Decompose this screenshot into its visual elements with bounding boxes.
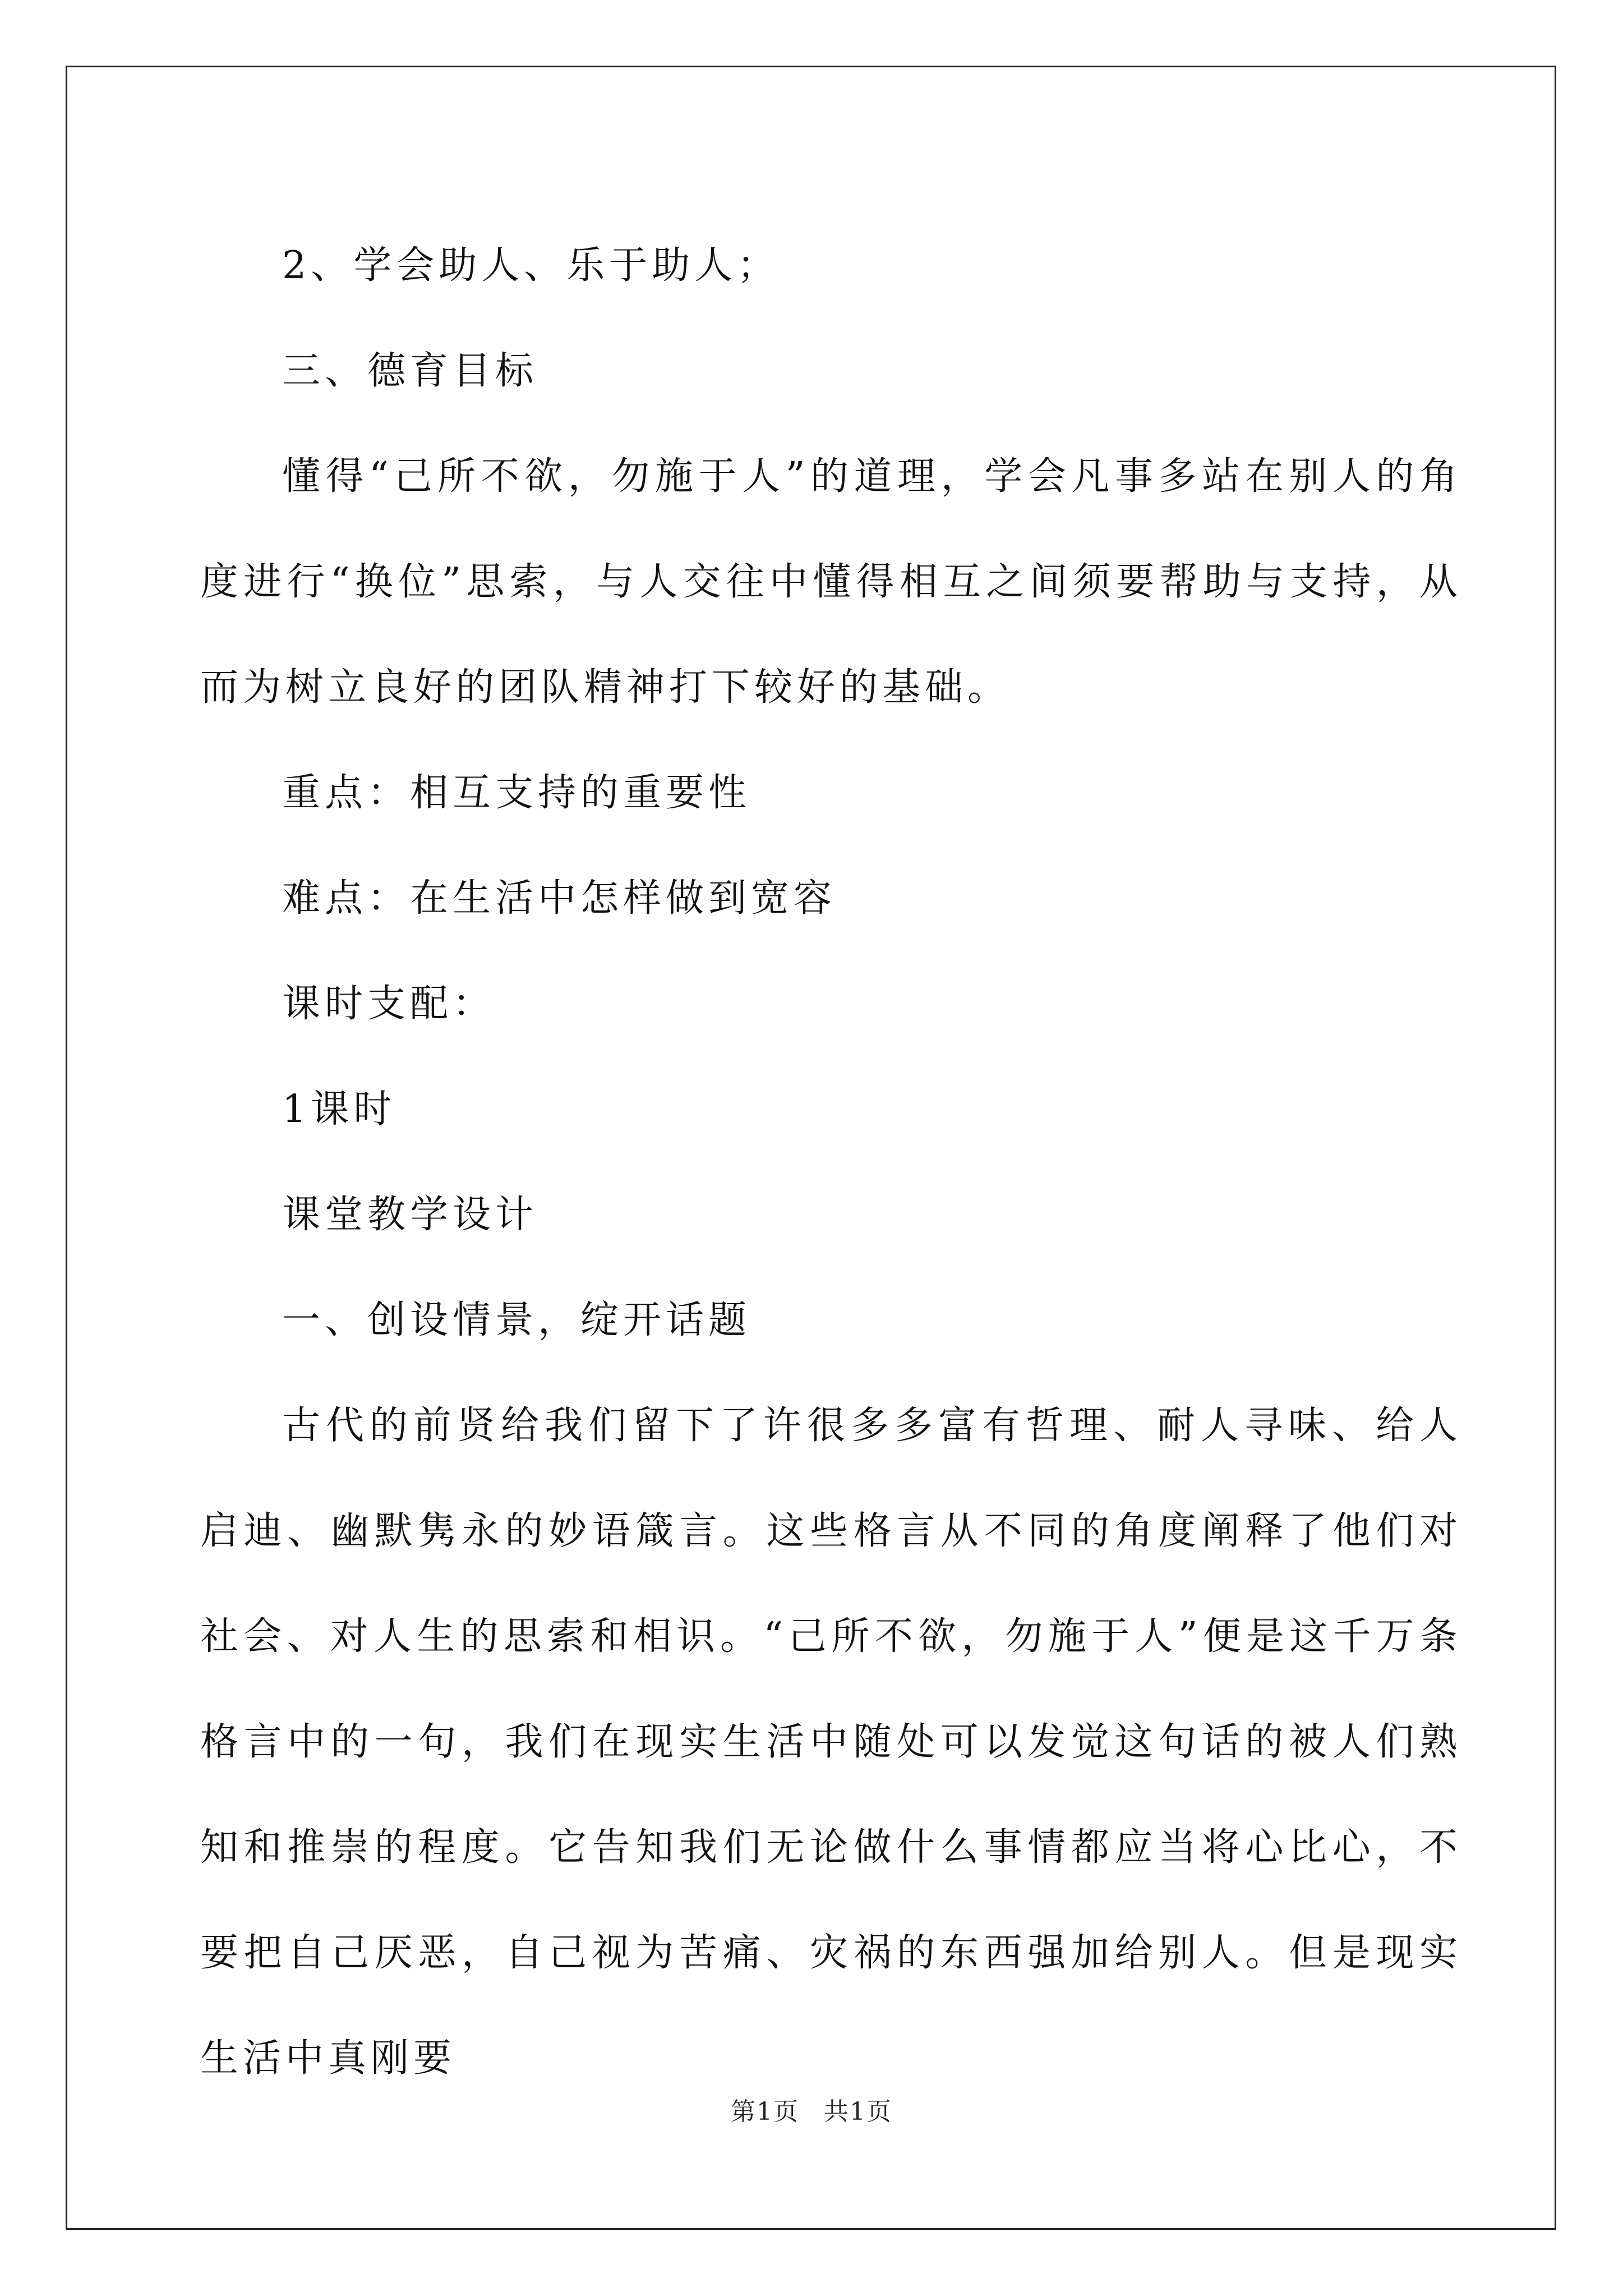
paragraph-design-heading: 课堂教学设计 (282, 1193, 538, 1237)
paragraph-section-1-heading: 一、创设情景，绽开话题 (282, 1298, 751, 1342)
paragraph-moral-goal-heading: 三、德育目标 (282, 349, 538, 393)
page-number-total: 共1页 (824, 2097, 892, 2126)
paragraph-objective-2: 2、学会助人、乐于助人； (282, 243, 780, 288)
document-body (200, 213, 1462, 2111)
paragraph-moral-goal: 懂得“己所不欲，勿施于人”的道理，学会凡事多站在别人的角度进行“换位”思索，与人交往中懂得相互之间须要帮助与支持，从而为树立良好的团队精神打下较好的基础。 (200, 454, 1462, 710)
page-number-current: 第1页 (731, 2097, 799, 2126)
paragraph-schedule-heading: 课时支配： (282, 982, 496, 1026)
page-footer (0, 2091, 1623, 2127)
paragraph-schedule: 1课时 (282, 1087, 396, 1131)
paragraph-intro-text: 古代的前贤给我们留下了许很多多富有哲理、耐人寻味、给人启迪、幽默隽永的妙语箴言。这些格言从不同的角度阐释了他们对社会、对人生的思索和相识。“己所不欲，勿施于人”便是这千万条格言中的一句，我们在现实生活中随处可以发觉这句话的被人们熟知和推崇的程度。它告知我们无论做什么事情都应当将心比心，不要把自己厌恶，自己视为苦痛、灾祸的东西强加给别人。但是现实生活中真刚要 (200, 1404, 1462, 2081)
paragraph-difficulty: 难点：在生活中怎样做到宽容 (282, 876, 837, 921)
paragraph-key-point: 重点：相互支持的重要性 (282, 771, 751, 815)
